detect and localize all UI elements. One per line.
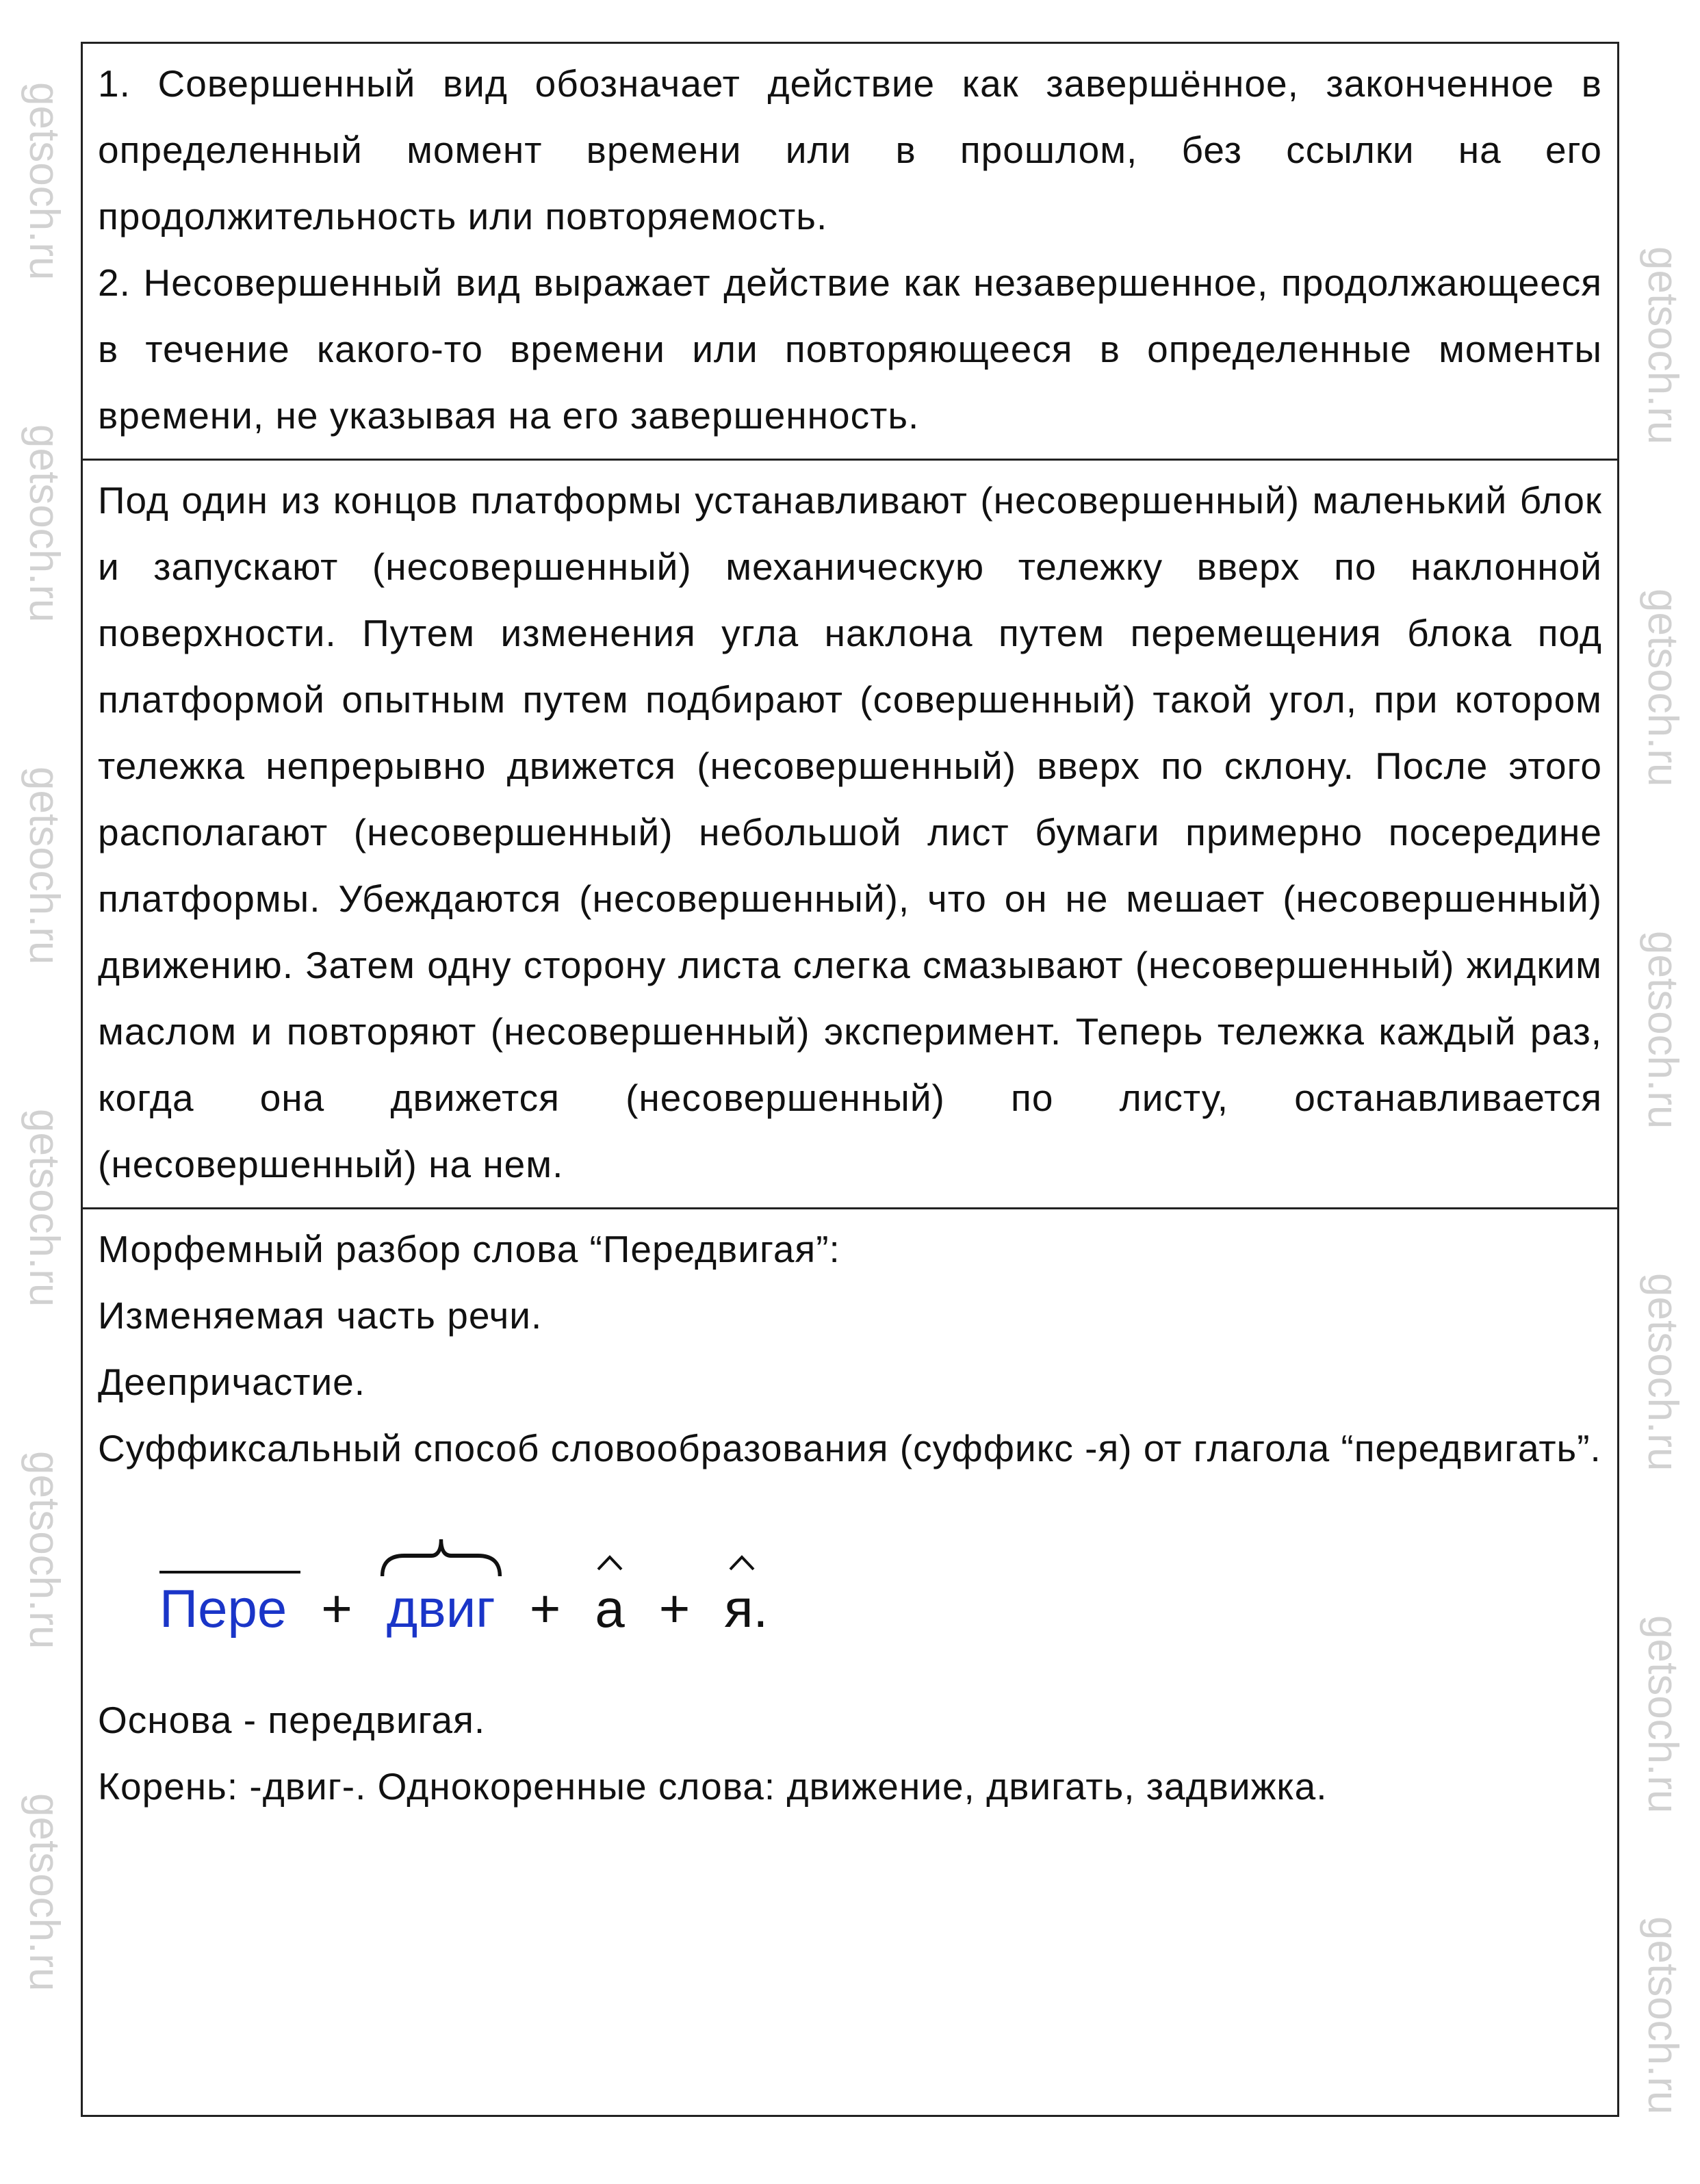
row-text-analysis xyxy=(83,459,1617,1207)
watermark: getsoch.ru xyxy=(21,1109,68,1307)
answer-table xyxy=(81,42,1619,2117)
root-arc-mark xyxy=(380,1537,502,1578)
watermark: getsoch.ru xyxy=(21,1793,68,1992)
morpheme-root: двиг xyxy=(386,1578,495,1639)
row-morpheme-analysis xyxy=(83,1207,1617,2115)
morpheme-prefix: Пере xyxy=(159,1578,287,1639)
watermark: getsoch.ru xyxy=(21,767,68,965)
morpheme-ending: я. xyxy=(724,1578,769,1639)
ending-group xyxy=(724,1578,768,1639)
plus-sign: + xyxy=(529,1578,561,1639)
definition-imperfective: 2. Несовершенный вид выражает действие как незавершенное, продолжающееся в течение какого-то времени или повторяющееся в определенные моменты времени, не указывая на его завершенность. xyxy=(98,261,1602,437)
word-formation: Суффиксальный способ словообразования (суффикс -я) от глагола “передвигать”. xyxy=(98,1427,1601,1469)
part-of-speech: Изменяемая часть речи. xyxy=(98,1294,543,1337)
morph-title: Морфемный разбор слова “Передвигая”: xyxy=(98,1228,840,1270)
suffix-group xyxy=(595,1578,624,1639)
row-aspect-definitions xyxy=(83,44,1617,459)
plus-sign: + xyxy=(321,1578,352,1639)
analysed-text: Под один из концов платформы устанавливают (несовершенный) маленький блок и запускают (несовершенный) механическую тележку вверх по наклонной поверхности. Путем изменения угла наклона путем перемещения блока под платформой опытным путем подбирают (совершенный) такой угол, при котором тележка непрерывно движется (несовершенный) вверх по склону. После этого располагают (несовершенный) небольшой лист бумаги примерно посередине платформы. Убеждаются (несовершенный), что он не мешает (несовершенный) движению. Затем одну сторону листа слегка смазывают (несовершенный) жидким маслом и повторяют (несовершенный) эксперимент. Теперь тележка каждый раз, когда она движется (несовершенный) по листу, останавливается (несовершенный) на нем. xyxy=(98,479,1602,1185)
morpheme-suffix: а xyxy=(595,1578,625,1639)
morpheme-diagram xyxy=(98,1482,1602,1687)
root-group xyxy=(387,1578,495,1639)
watermark: getsoch.ru xyxy=(1639,1615,1686,1814)
watermark: getsoch.ru xyxy=(21,424,68,623)
watermark: getsoch.ru xyxy=(21,82,68,281)
watermark: getsoch.ru xyxy=(1639,589,1686,787)
ending-mark xyxy=(728,1554,756,1571)
watermark: getsoch.ru xyxy=(1639,1273,1686,1472)
watermark: getsoch.ru xyxy=(1639,246,1686,445)
prefix-group xyxy=(159,1578,287,1639)
prefix-mark xyxy=(159,1571,300,1573)
definition-perfective: 1. Совершенный вид обозначает действие как завершённое, законченное в определенный момент времени или в прошлом, без ссылки на его продолжительность или повторяемость. xyxy=(98,62,1602,237)
root-line: Корень: -двиг-. Однокоренные слова: движение, двигать, задвижка. xyxy=(98,1765,1328,1808)
watermark: getsoch.ru xyxy=(21,1451,68,1649)
suffix-mark xyxy=(596,1554,623,1571)
watermark: getsoch.ru xyxy=(1639,931,1686,1129)
word-form: Деепричастие. xyxy=(98,1361,366,1403)
watermark: getsoch.ru xyxy=(1639,1916,1686,2115)
stem-line: Основа - передвигая. xyxy=(98,1699,486,1741)
plus-sign: + xyxy=(658,1578,691,1639)
